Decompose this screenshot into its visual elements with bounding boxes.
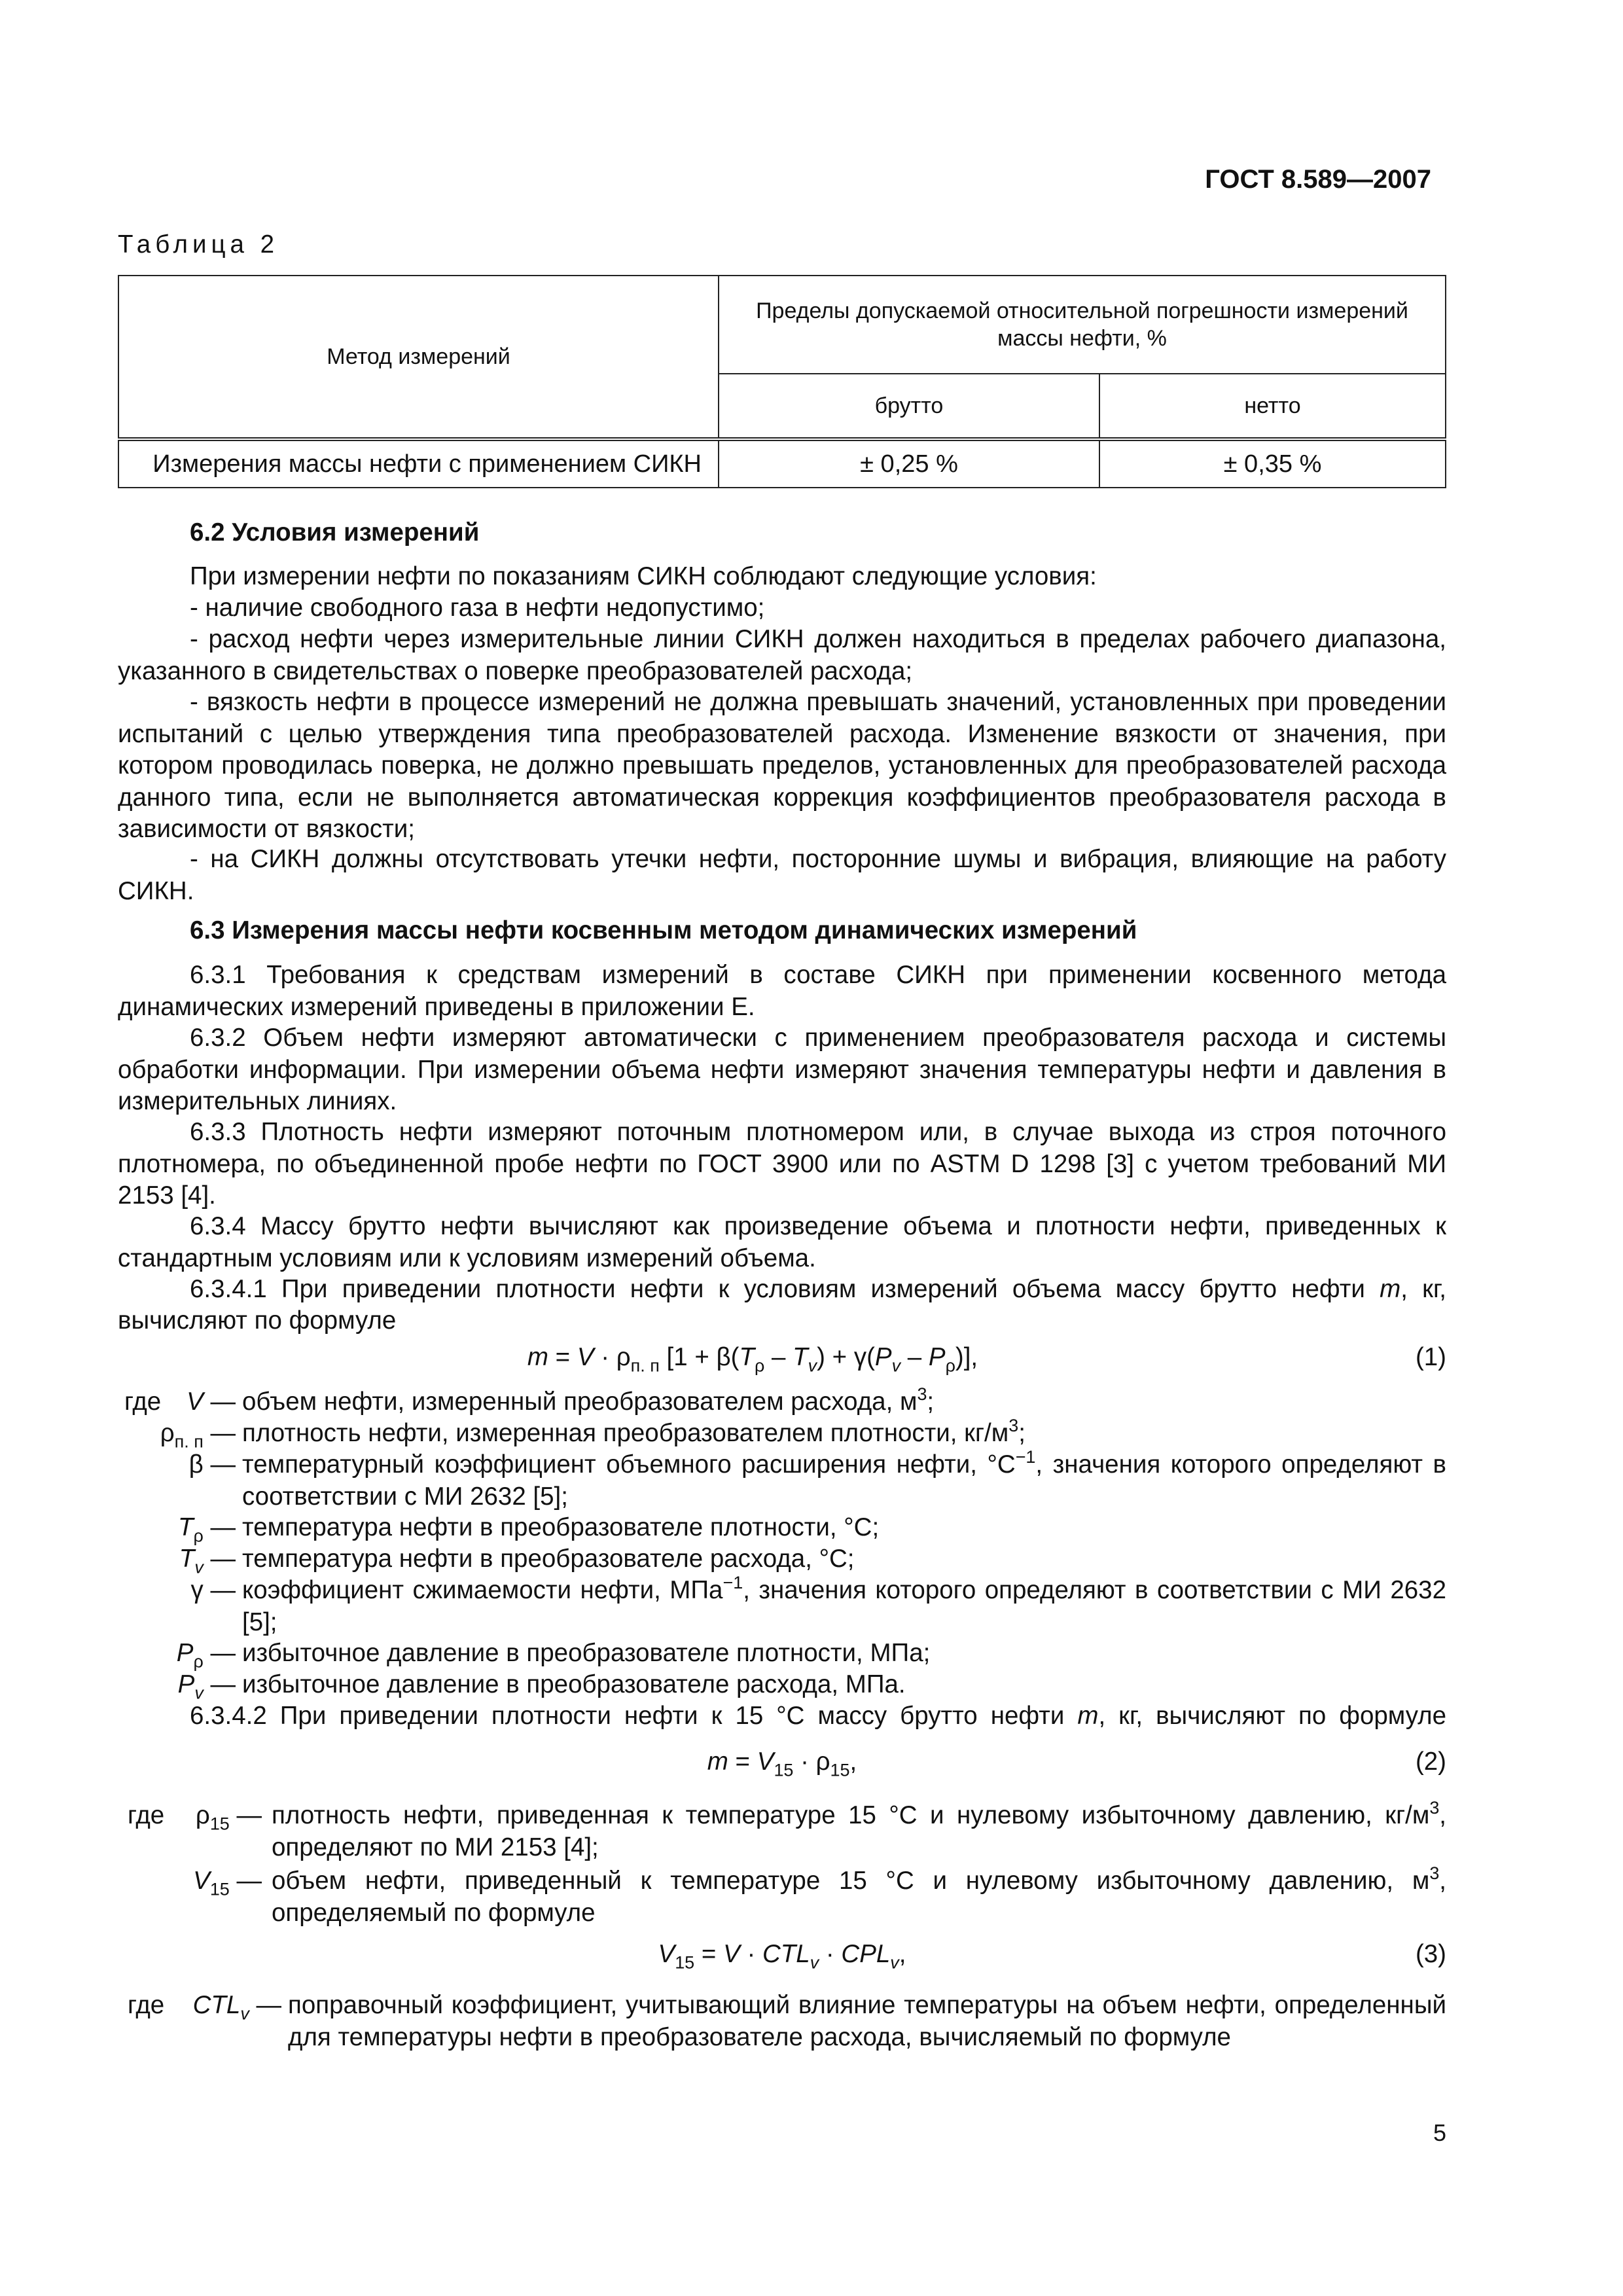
formula-3: $V_{15} = V \cdot CTL_v \cdot CPL_v$, (3) — [658, 1940, 1446, 1973]
def-beta: температурный коэффициент объемного расширения нефти, $^\circ С^{-1}$, значения которого определяют в соответствии с МИ 2632 [5]; — [242, 1447, 1446, 1511]
section-6-2-item-1: - наличие свободного газа в нефти недопустимо; — [190, 594, 765, 622]
paragraph-6-3-2: 6.3.2 Объем нефти измеряют автоматически с применением преобразователя расхода и системы обработки информации. При измерении объема нефти измеряют значения температуры нефти и давления в измерительных линиях. — [118, 1024, 1446, 1115]
table-cell-method: Измерения массы нефти с применением СИКН — [118, 439, 719, 488]
term-P-v: $P_v$ — — [177, 1670, 236, 1703]
table-caption: Таблица 2 — [118, 230, 279, 259]
def-T-rho: температура нефти в преобразователе плотности, °С; — [242, 1513, 880, 1541]
page-number: 5 — [1433, 2119, 1446, 2146]
formula-1-number: (1) — [1415, 1343, 1446, 1371]
def-gamma: коэффициент сжимаемости нефти, МПа$^{-1}$, значения которого определяют в соответствии с МИ 2632 [5]; — [242, 1573, 1446, 1636]
term-V-15: $V_{15}$ — — [193, 1867, 262, 1899]
paragraph-6-3-4-1: 6.3.4.1 При приведении плотности нефти к условиям измерений объема массу брутто нефти m, кг, — [190, 1275, 1446, 1303]
section-6-2-intro: При измерении нефти по показаниям СИКН соблюдают следующие условия: — [190, 562, 1097, 590]
formula-3-number: (3) — [1415, 1940, 1446, 1968]
term-CTL-v: $CTL_v$ — — [192, 1991, 281, 2024]
where-label-1: где — [124, 1388, 162, 1416]
term-V: V — — [187, 1388, 236, 1416]
def-P-v: избыточное давление в преобразователе расхода, МПа. — [242, 1670, 906, 1698]
error-limits-table — [118, 275, 1446, 488]
def-rho-pp: плотность нефти, измеренная преобразователем плотности, $кг/м^3$; — [242, 1416, 1026, 1447]
table-header-method: Метод измерений — [118, 276, 719, 439]
term-T-v: $T_v$ — — [179, 1545, 236, 1577]
table-header-limits: Пределы допускаемой относительной погрешности измерений массы нефти, % — [719, 276, 1446, 374]
term-rho-pp: $\rho_{п. п}$ — — [160, 1419, 236, 1452]
document-standard-number: ГОСТ 8.589—2007 — [1205, 165, 1431, 194]
formula-2-number: (2) — [1415, 1748, 1446, 1776]
paragraph-6-3-3: 6.3.3 Плотность нефти измеряют поточным плотномером или, в случае выхода из строя поточного плотномера, по объединенной пробе нефти по ГОСТ 3900 или по ASTM D 1298 [3] с учетом требований МИ 2153 [4]. — [118, 1118, 1446, 1210]
section-6-3-title: 6.3 Измерения массы нефти косвенным методом динамических измерений — [190, 916, 1137, 944]
term-P-rho: $P_\rho$ — — [176, 1639, 236, 1672]
section-6-2-title: 6.2 Условия измерений — [190, 518, 480, 547]
paragraph-6-3-4-2: 6.3.4.2 При приведении плотности нефти к 15 °С массу брутто нефти m, кг, вычисляют по формуле — [190, 1702, 1446, 1730]
term-gamma: γ — — [190, 1576, 236, 1604]
formula-1: $m = V \cdot \rho_{п. п}$ $[1 + \beta(T_\rho - T_v) + \gamma(P_v - P_\rho)]$, (1) — [527, 1343, 1446, 1376]
term-T-rho: $T_\rho$ — — [177, 1513, 236, 1546]
term-beta: β — — [188, 1450, 236, 1479]
paragraph-6-3-4: 6.3.4 Массу брутто нефти вычисляют как произведение объема и плотности нефти, приведенных к стандартным условиям или к условиям измерений объема. — [118, 1212, 1446, 1272]
table-header-net: нетто — [1099, 374, 1446, 439]
paragraph-6-3-1: 6.3.1 Требования к средствам измерений в составе СИКН при применении косвенного метода динамических измерений приведены в приложении Е. — [118, 961, 1446, 1021]
table-cell-net: ± 0,35 % — [1099, 439, 1446, 488]
def-rho-15: плотность нефти, приведенная к температуре 15 °С и нулевому избыточному давлению, $кг/м^3$, определяют по МИ 2153 [4]; — [272, 1798, 1446, 1861]
formula-2: $m = V_{15} \cdot \rho_{15}$, (2) — [707, 1748, 1446, 1780]
section-6-2-item-3: - вязкость нефти в процессе измерений не должна превышать значений, установленных при проведении испытаний с целью утверждения типа преобразователей расхода. Изменение вязкости от значения, при котором проводилась поверка, не должно превышать пределов, установленных для преобразователей расхода данного типа, если не выполняется автоматическая коррекция коэффициентов преобразователя расхода в зависимости от вязкости; — [118, 688, 1446, 843]
table-header-gross: брутто — [719, 374, 1099, 439]
def-P-rho: избыточное давление в преобразователе плотности, МПа; — [242, 1639, 931, 1667]
where-label-3: где — [128, 1991, 165, 2019]
def-V-15: объем нефти, приведенный к температуре 15 °С и нулевому избыточному давлению, $м^3$, определяемый по формуле — [272, 1863, 1446, 1927]
def-CTL-v: поправочный коэффициент, учитывающий влияние температуры на объем нефти, определенный для температуры нефти в преобразователе расхода, вычисляемый по формуле — [288, 1991, 1446, 2051]
table-cell-gross: ± 0,25 % — [719, 439, 1099, 488]
term-rho-15: $\rho_{15}$ — — [195, 1801, 262, 1834]
paragraph-6-3-4-1-continuation: вычисляют по формуле — [118, 1306, 397, 1335]
def-V: объем нефти, измеренный преобразователем расхода, $м^3$; — [242, 1384, 935, 1416]
where-label-2: где — [128, 1801, 165, 1829]
def-T-v: температура нефти в преобразователе расхода, °С; — [242, 1545, 855, 1573]
section-6-2-item-4: - на СИКН должны отсутствовать утечки нефти, посторонние шумы и вибрация, влияющие на работу СИКН. — [118, 845, 1446, 905]
section-6-2-item-2: - расход нефти через измерительные линии СИКН должен находиться в пределах рабочего диапазона, указанного в свидетельствах о поверке преобразователей расхода; — [118, 625, 1446, 685]
